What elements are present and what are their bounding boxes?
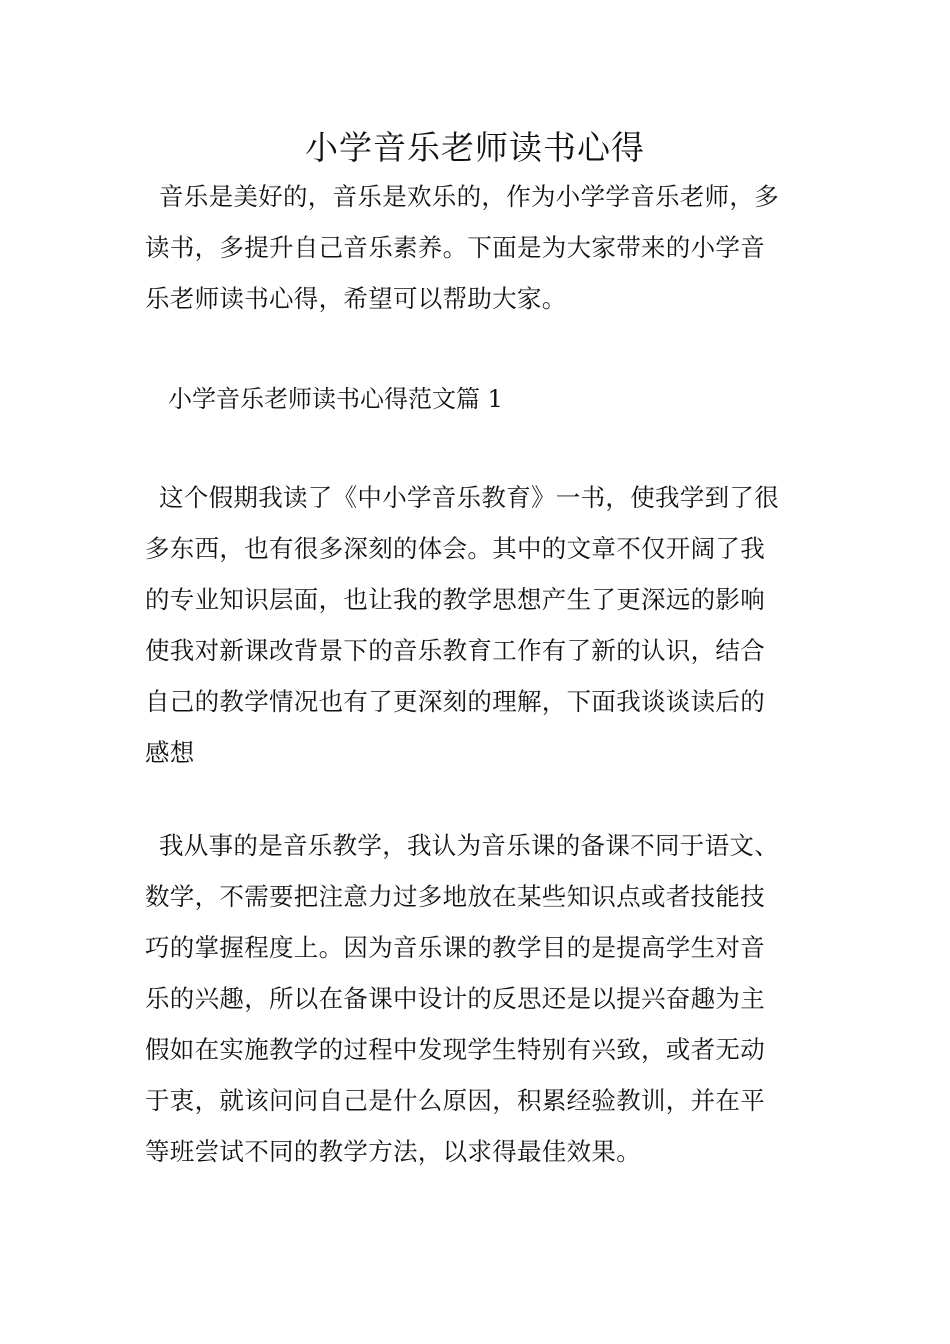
text-line: 使我对新课改背景下的音乐教育工作有了新的认识，结合: [145, 636, 765, 665]
text-line: 巧的掌握程度上。因为音乐课的教学目的是提高学生对音: [145, 933, 765, 962]
text-line: 乐老师读书心得，希望可以帮助大家。: [145, 284, 567, 313]
document-title: 小学音乐老师读书心得: [305, 128, 645, 167]
text-line: 感想: [145, 738, 195, 767]
body-paragraph-1: [145, 472, 810, 778]
text-line: 等班尝试不同的教学方法，以求得最佳效果。: [145, 1137, 641, 1166]
text-line: 自己的教学情况也有了更深刻的理解，下面我谈谈读后的: [145, 687, 765, 716]
text-line: 音乐是美好的，音乐是欢乐的，作为小学学音乐老师，多: [159, 182, 779, 211]
body-paragraph-2: [145, 820, 810, 1177]
text-line: 这个假期我读了《中小学音乐教育》一书，使我学到了很: [159, 483, 779, 512]
section-heading: 小学音乐老师读书心得范文篇 1: [168, 385, 503, 413]
intro-paragraph: [145, 171, 810, 324]
text-line: 读书，多提升自己音乐素养。下面是为大家带来的小学音: [145, 233, 765, 262]
text-line: 我从事的是音乐教学，我认为音乐课的备课不同于语文、: [159, 831, 779, 860]
text-line: 数学，不需要把注意力过多地放在某些知识点或者技能技: [145, 882, 765, 911]
text-line: 乐的兴趣，所以在备课中设计的反思还是以提兴奋趣为主: [145, 984, 765, 1013]
text-line: 假如在实施教学的过程中发现学生特别有兴致，或者无动: [145, 1035, 765, 1064]
text-line: 多东西，也有很多深刻的体会。其中的文章不仅开阔了我: [145, 534, 765, 563]
text-line: 的专业知识层面，也让我的教学思想产生了更深远的影响: [145, 585, 765, 614]
text-line: 于衷，就该问问自己是什么原因，积累经验教训，并在平: [145, 1086, 765, 1115]
